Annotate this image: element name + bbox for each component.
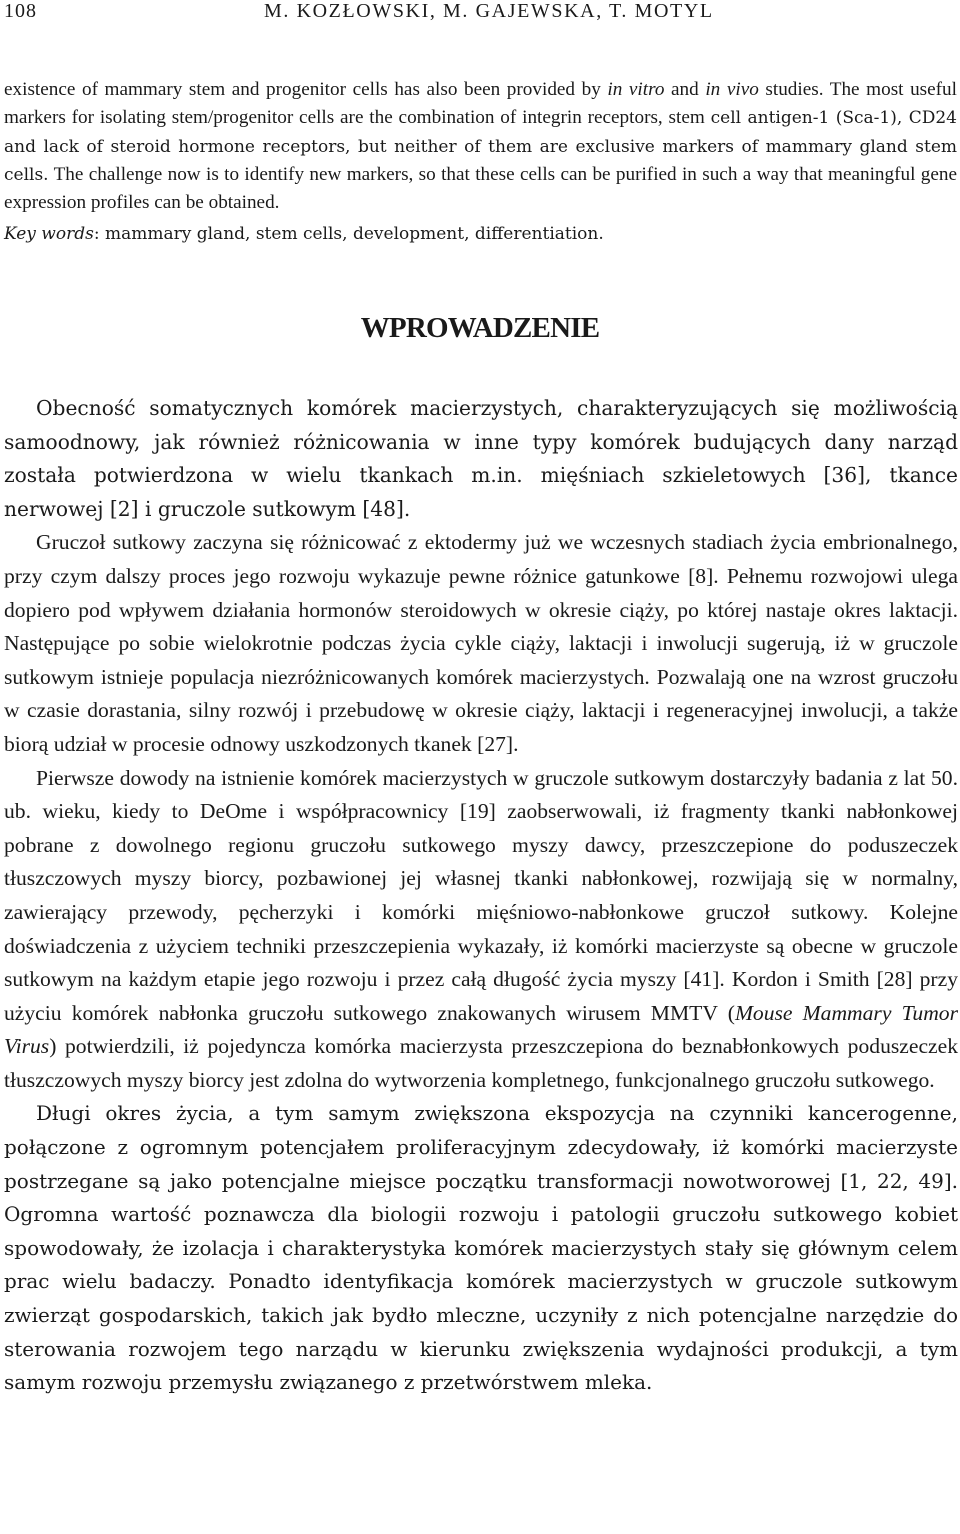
page-number: 108 [4, 0, 37, 22]
keywords [4, 221, 957, 247]
paragraph-3 [4, 762, 958, 1098]
abstract-paragraph [4, 76, 957, 217]
abstract-text-1: existence of mammary stem and progenitor cells has also been provided by [4, 79, 608, 100]
abstract [4, 76, 957, 247]
abstract-and: and [664, 79, 706, 100]
paragraph-1: Obecność somatycznych komórek macierzystych, charakteryzujących się możliwością samoodnowy, jak również różnicowania w inne typy komórek budujących dany narząd została potwierdzona w wielu tkankach m.in. mięśniach szkieletowych [36], tkance nerwowej [2] i gruczole sutkowym [48]. [4, 396, 958, 521]
keywords-text: : mammary gland, stem cells, development, differentiation. [93, 224, 604, 245]
abstract-in-vitro: in vitro [607, 79, 665, 100]
running-head [4, 0, 956, 28]
paragraph-3-text-b: ) potwierdzili, iż pojedyncza komórka macierzysta przeszczepiona do beznabłonkowych poduszeczek tłuszczowych myszy biorcy jest zdolna do wytworzenia kompletnego, funkcjonalnego gruczołu sutkowego. [4, 1034, 958, 1092]
paragraph-3-italic: Mouse Mammary Tumor Virus [4, 1000, 958, 1059]
keywords-label: Key words [4, 224, 94, 245]
abstract-text-2: studies. The most useful markers for isolating stem/progenitor cells are the combination of integrin receptors, stem [4, 79, 957, 129]
running-head-authors: M. KOZŁOWSKI, M. GAJEWSKA, T. MOTYL [264, 0, 714, 22]
body-text [4, 392, 958, 1400]
section-heading: WPROWADZENIE [360, 312, 600, 344]
paragraph-2: Gruczoł sutkowy zaczyna się różnicować z ektodermy już we wczesnych stadiach życia embrionalnego, przy czym dalszy proces jego rozwoju wykazuje pewne różnice gatunkowe [8]. Pełnemu rozwojowi ulega dopiero pod wpływem działania hormonów steroidowych w okresie ciąży, po której nastaje okres laktacji. Następujące po sobie wielokrotnie podczas życia cykle ciąży, laktacji i inwolucji sugerują, iż w gruczole sutkowym istnieje populacja niezróżnicowanych komórek macierzystych. Pozwalają one na wzrost gruczołu w czasie dorastania, silny rozwój i przebudowę w okresie ciąży, laktacji i regeneracyjnej inwolucji, a także biorą udział w procesie odnowy uszkodzonych tkanek [27]. [4, 530, 958, 756]
paragraph-4: Długi okres życia, a tym samym zwiększona ekspozycja na czynniki kancerogenne, połączone z ogromnym potencjałem proliferacyjnym zdecydowały, iż komórki macierzyste postrzegane są jako potencjalne miejsce początku transformacji nowotworowej [1, 22, 49]. Ogromna wartość poznawcza dla biologii rozwoju i patologii gruczołu sutkowego kobiet spowodowały, że izolacja i charakterystyka komórek macierzystych stały się głównym celem prac wielu badaczy. Ponadto identyfikacja komórek macierzystych w gruczole sutkowym zwierząt gospodarskich, takich jak bydło mleczne, uczyniły z nich potencjalne narzędzie do sterowania rozwojem tego narządu w kierunku zwiększenia wydajności produkcji, a tym samym rozwoju przemysłu związanego z przetwórstwem mleka. [4, 1101, 958, 1395]
paragraph-3-text-a: Pierwsze dowody na istnienie komórek macierzystych w gruczole sutkowym dostarczyły badania z lat 50. ub. wieku, kiedy to DeOme i współpracownicy [19] zaobserwowali, iż fragmenty tkanki nabłonkowej pobrane z dowolnego regionu gruczołu sutkowego myszy dawcy, przeszczepione do poduszeczek tłuszczowych myszy biorcy, pozbawionej jej własnej tkanki nabłonkowej, rozwijają się w normalny, zawierający przewody, pęcherzyki i komórki mięśniowo-nabłonkowe gruczoł sutkowy. Kolejne doświadczenia z użyciem techniki przeszczepienia wykazały, iż komórki macierzyste są obecne w gruczole sutkowym na każdym etapie jego rozwoju i przez całą długość życia myszy [41]. Kordon i Smith [28] przy użyciu komórek nabłonka gruczołu sutkowego znakowanych wirusem MMTV ( [4, 765, 958, 1025]
abstract-in-vivo: in vivo [705, 79, 759, 100]
abstract-text-4: The challenge now is to identify new markers, so that these cells can be purified in such a way that meaningful gene expression profiles can be obtained. [4, 163, 957, 214]
abstract-text-3: cell antigen-1 (Sca-1), CD24 and lack of steroid hormone receptors, but neither of them are exclusive markers of mammary gland stem cells. [4, 108, 957, 185]
